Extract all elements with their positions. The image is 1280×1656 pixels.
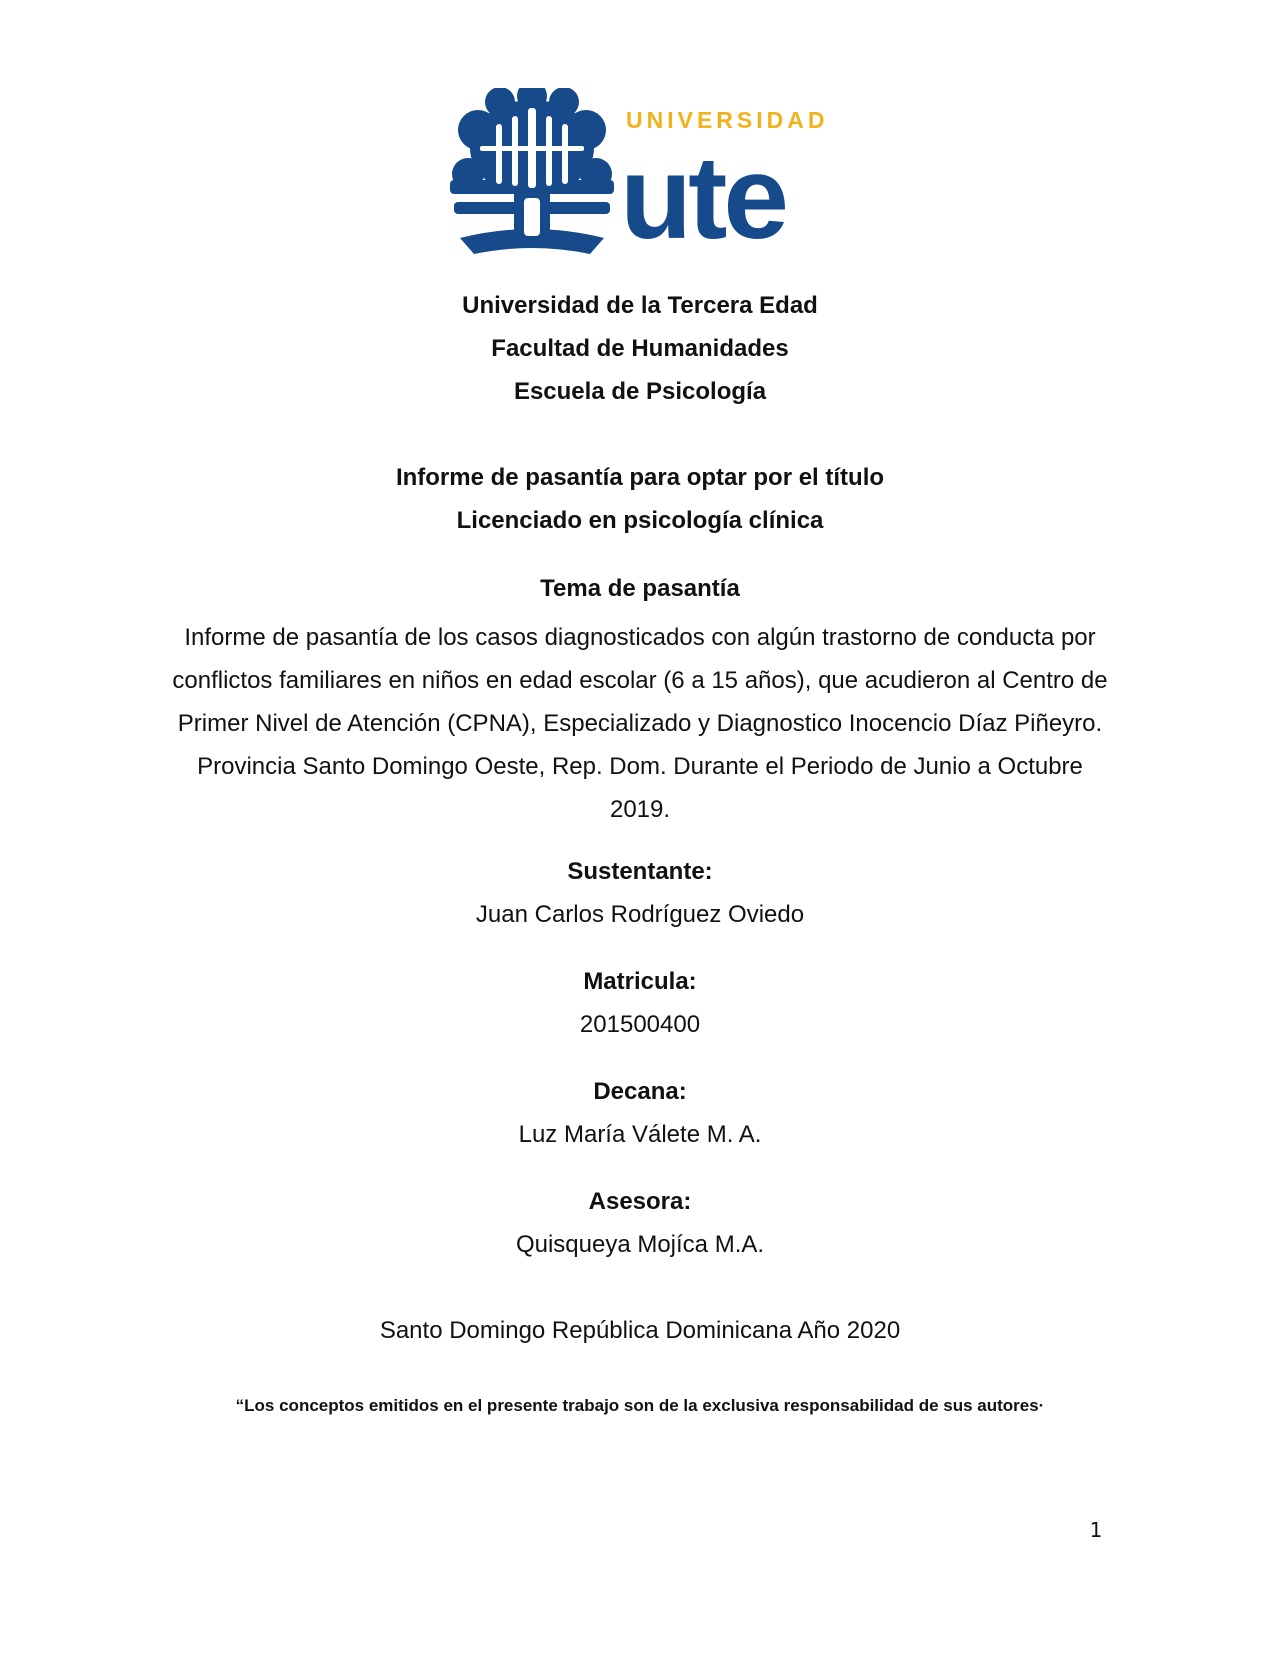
university-name: Universidad de la Tercera Edad (462, 292, 818, 319)
dean-name: Luz María Válete M. A. (518, 1121, 762, 1148)
page-number: 1 (1089, 1518, 1103, 1542)
topic-heading: Tema de pasantía (540, 575, 740, 602)
enrollment-label: Matricula: (583, 968, 697, 995)
university-logo (450, 88, 840, 268)
logo-wordmark-main: ute (620, 132, 785, 264)
ute-logo-graphic (450, 88, 840, 268)
dean-label: Decana: (593, 1078, 687, 1105)
presenter-label: Sustentante: (567, 858, 713, 885)
faculty-name: Facultad de Humanidades (491, 335, 789, 362)
report-title-line1: Informe de pasantía para optar por el título (395, 464, 885, 491)
presenter-name: Juan Carlos Rodríguez Oviedo (475, 901, 805, 928)
advisor-name: Quisqueya Mojíca M.A. (515, 1231, 765, 1258)
advisor-label: Asesora: (588, 1188, 692, 1215)
topic-text: Informe de pasantía de los casos diagnosticados con algún trastorno de conducta por conflictos familiares en niños en edad escolar (6 a 15 años), que acudieron al Centro de Primer Nivel de Atención (CPNA), Especializado y Diagnostico Inocencio Díaz Piñeyro. Provincia Santo Domingo Oeste, Rep. Dom. Durante el Periodo de Junio a Octubre 2019. (172, 624, 1108, 823)
enrollment-number: 201500400 (579, 1011, 701, 1038)
report-title-line2: Licenciado en psicología clínica (456, 507, 824, 534)
disclaimer-text: “Los conceptos emitidos en el presente trabajo son de la exclusiva responsabilidad de sus autores· (235, 1396, 1045, 1415)
place-year: Santo Domingo República Dominicana Año 2020 (379, 1317, 901, 1344)
school-name: Escuela de Psicología (513, 378, 767, 405)
logo-wordmark-top: UNIVERSIDAD (626, 107, 829, 133)
